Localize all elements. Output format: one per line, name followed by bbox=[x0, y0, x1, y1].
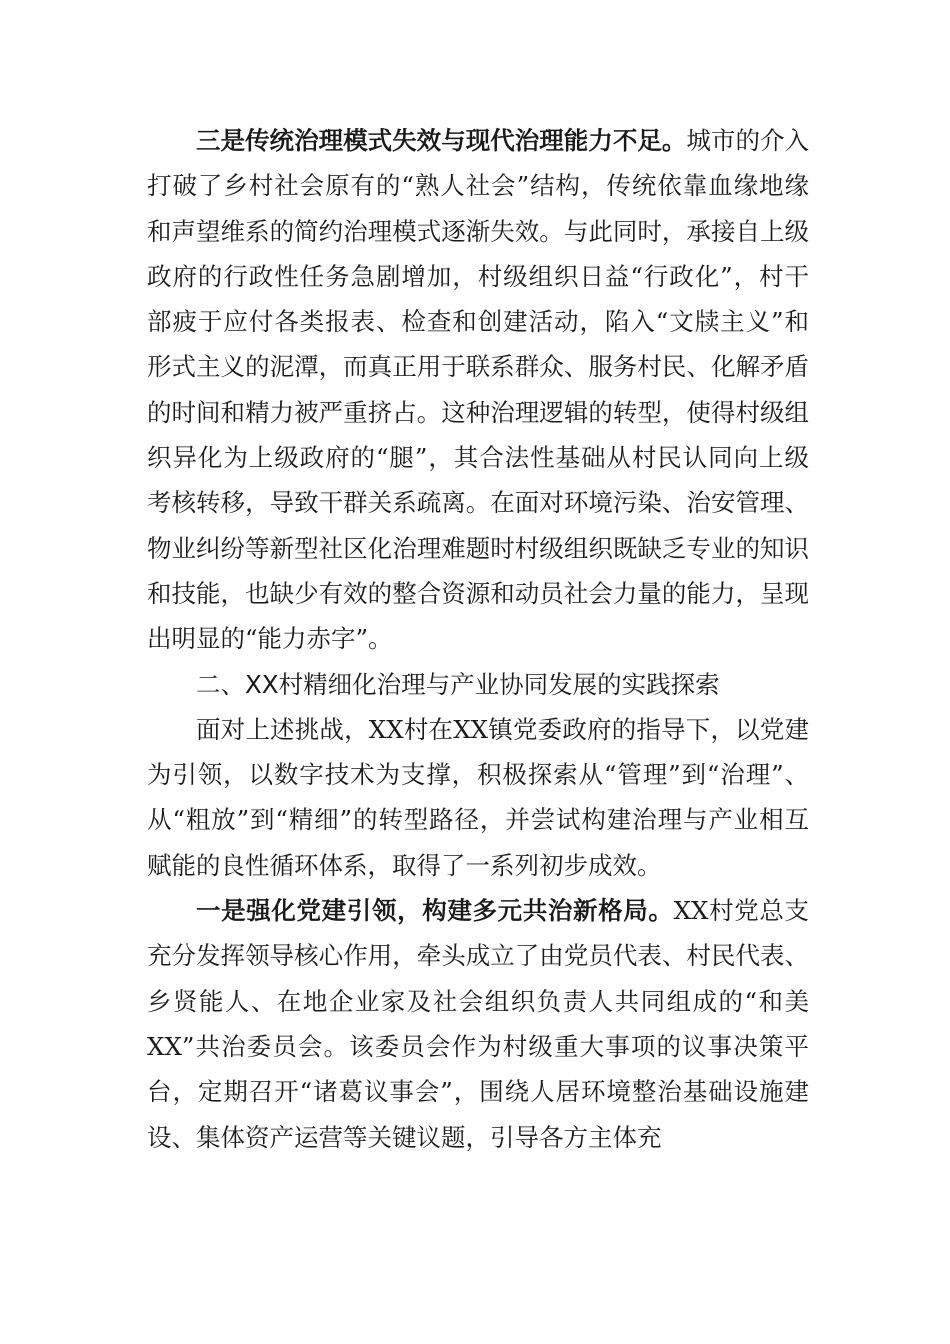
section-heading: 二、XX村精细化治理与产业协同发展的实践探索 bbox=[196, 669, 720, 699]
paragraph-text: 城市的介入打破了乡村社会原有的“熟人社会”结构，传统依靠血缘地缘和声望维系的简约治理模式逐渐失效。与此同时，承接自上级政府的行政性任务急剧增加，村级组织日益“行政化”，村干部疲于应付各类报表、检查和创建活动，陷入“文牍主义”和形式主义的泥潭，而真正用于联系群众、服务村民、化解矛盾的时间和精力被严重挤占。这种治理逻辑的转型，使得村级组织异化为上级政府的“腿”，其合法性基础从村民认同向上级考核转移，导致干群关系疏离。在面对环境污染、治安管理、物业纠纷等新型社区化治理难题时村级组织既缺乏专业的知识和技能，也缺少有效的整合资源和动员社会力量的能力，呈现出明显的“能力赤字”。 bbox=[147, 126, 810, 654]
paragraph-lead-bold: 一是强化党建引领，构建多元共治新格局。 bbox=[196, 896, 674, 926]
paragraph-text: XX村党总支充分发挥领导核心作用，牵头成立了由党员代表、村民代表、乡贤能人、在地企业家及社会组织负责人共同组成的“和美XX”共治委员会。该委员会作为村级重大事项的议事决策平台，定期召开“诸葛议事会”，围绕人居环境整治基础设施建设、集体资产运营等关键议题，引导各方主体充 bbox=[147, 896, 810, 1152]
document-body bbox=[147, 118, 809, 1160]
paragraph-practice-intro: 面对上述挑战，XX村在XX镇党委政府的指导下，以党建为引领，以数字技术为支撑，积极探索从“管理”到“治理”、从“粗放”到“精细”的转型路径，并尝试构建治理与产业相互赋能的良性循环体系，取得了一系列初步成效。 bbox=[147, 714, 809, 880]
paragraph-lead-bold: 三是传统治理模式失效与现代治理能力不足。 bbox=[196, 126, 687, 155]
paragraph-governance-failure bbox=[147, 118, 809, 662]
paragraph-party-leadership bbox=[147, 888, 809, 1160]
